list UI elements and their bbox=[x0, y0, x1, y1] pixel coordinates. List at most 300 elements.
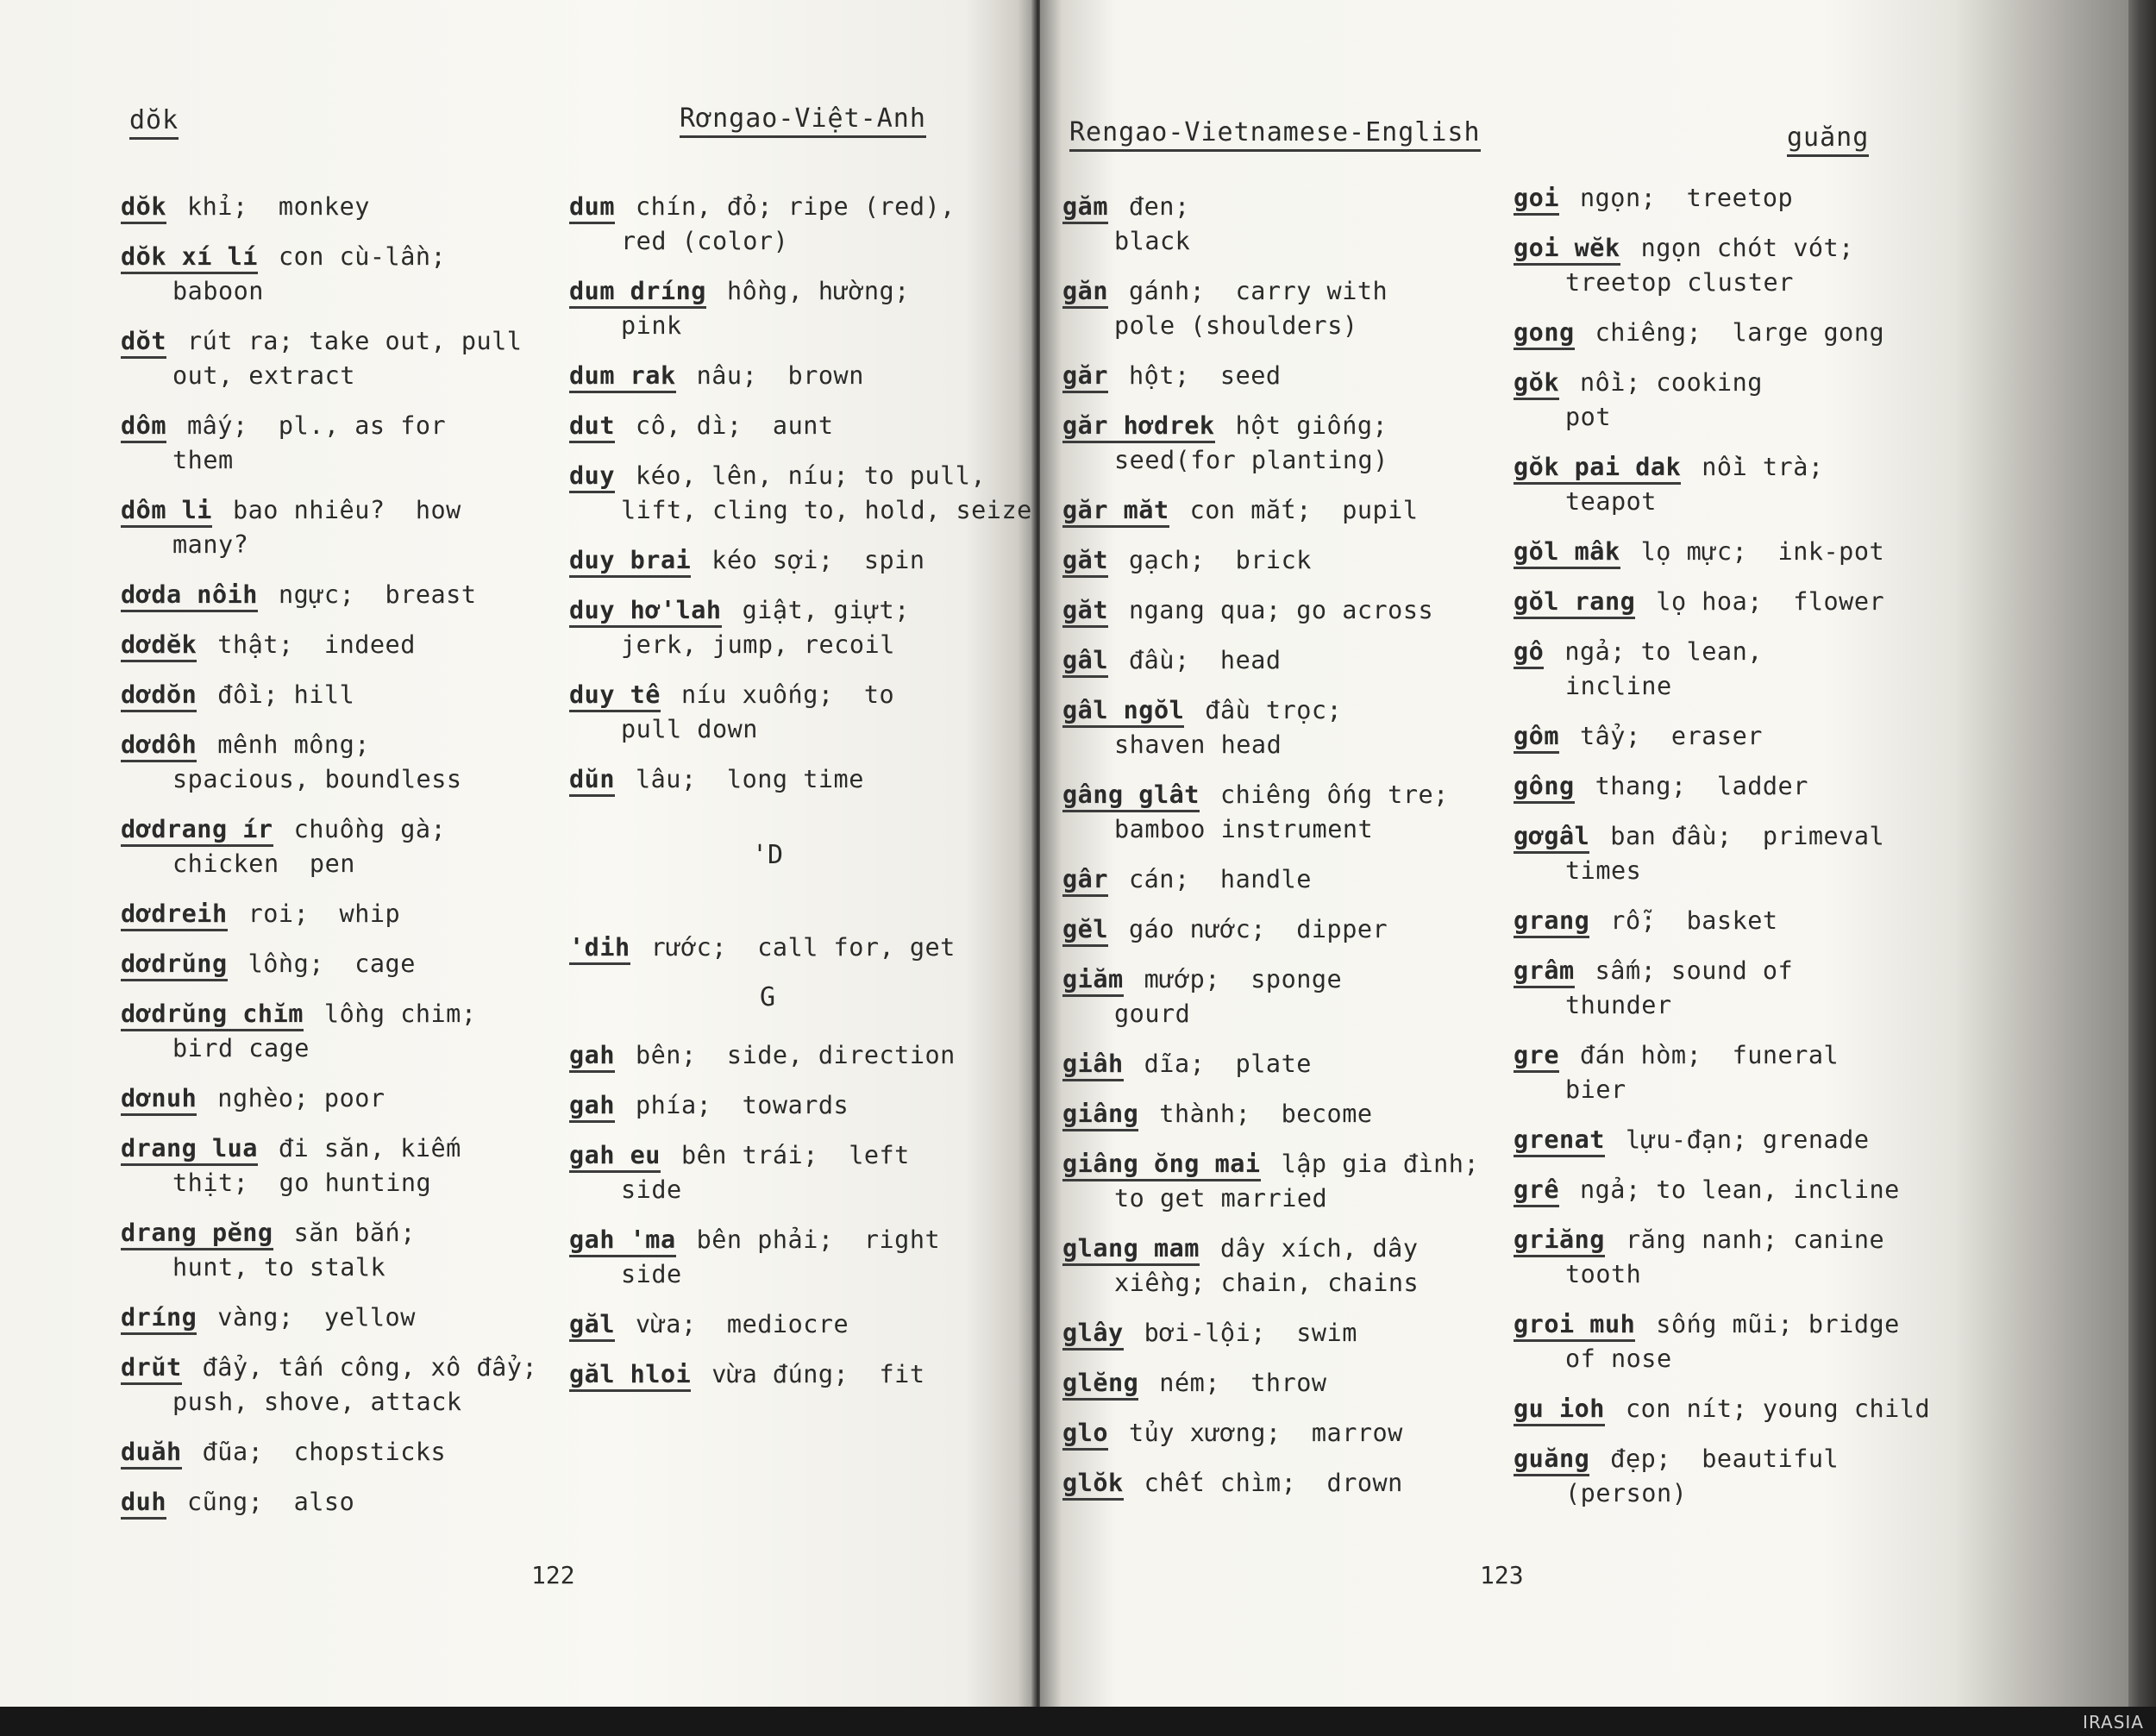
entry-headword: găr bbox=[1062, 361, 1108, 393]
entry-definition-continued: side bbox=[621, 1175, 682, 1204]
entry-definition: nồi trà; bbox=[1702, 453, 1824, 481]
entry-definition-continued: times bbox=[1565, 856, 1642, 885]
entry-first-line bbox=[1514, 1223, 1962, 1257]
dictionary-entry bbox=[121, 409, 569, 478]
entry-first-line bbox=[569, 1223, 1018, 1257]
entry-definition: ngang qua; go across bbox=[1128, 596, 1434, 624]
entry-headword: dôm bbox=[121, 411, 166, 443]
dictionary-entry bbox=[121, 812, 569, 881]
entry-definition: chết chìm; drown bbox=[1144, 1469, 1403, 1497]
entry-definition-continued: lift, cling to, hold, seize bbox=[621, 496, 1032, 524]
entry-headword: grang bbox=[1514, 906, 1589, 938]
entry-headword: găt bbox=[1062, 546, 1108, 578]
entry-definition-continued: bier bbox=[1565, 1075, 1626, 1104]
dictionary-entry bbox=[1514, 635, 1962, 704]
entry-headword: gong bbox=[1514, 318, 1575, 350]
dictionary-entry bbox=[1514, 769, 1962, 804]
dictionary-entry bbox=[121, 1485, 569, 1520]
entry-first-line bbox=[1514, 585, 1962, 619]
dictionary-entry bbox=[569, 593, 1018, 662]
entry-definition: dây xích, dây bbox=[1219, 1234, 1419, 1263]
entry-first-line bbox=[1062, 593, 1511, 628]
entry-definition-continued: gourd bbox=[1114, 1000, 1191, 1028]
entry-headword: glây bbox=[1062, 1319, 1124, 1351]
entry-headword: dut bbox=[569, 411, 615, 443]
entry-headword: glŏk bbox=[1062, 1469, 1124, 1501]
entry-definition: gáo nước; dipper bbox=[1128, 915, 1388, 943]
entry-headword: găt bbox=[1062, 596, 1108, 628]
entry-first-line bbox=[121, 1435, 569, 1470]
dictionary-entry bbox=[121, 324, 569, 393]
entry-first-line bbox=[1514, 769, 1962, 804]
dictionary-entry bbox=[1062, 1147, 1511, 1216]
entry-first-line bbox=[1514, 635, 1962, 669]
dictionary-entry bbox=[1062, 1316, 1511, 1351]
entry-first-line bbox=[121, 1216, 569, 1250]
dictionary-entry bbox=[121, 240, 569, 309]
dictionary-entry bbox=[121, 728, 569, 797]
entry-first-line bbox=[1062, 274, 1511, 309]
entry-definition: dĩa; plate bbox=[1144, 1050, 1312, 1078]
entry-headword: duh bbox=[121, 1488, 166, 1520]
dictionary-entry bbox=[121, 628, 569, 662]
entry-definition: nồi; cooking bbox=[1579, 368, 1763, 397]
entry-first-line bbox=[121, 493, 569, 528]
entry-headword: găl bbox=[569, 1310, 615, 1342]
entry-first-line bbox=[1514, 719, 1962, 754]
dictionary-entry bbox=[121, 947, 569, 981]
entry-definition-continued: chicken pen bbox=[172, 849, 355, 878]
entry-definition: đồi; hill bbox=[217, 680, 355, 709]
dictionary-entry bbox=[1514, 535, 1962, 569]
dictionary-entry bbox=[121, 493, 569, 562]
entry-definition: gánh; carry with bbox=[1128, 277, 1388, 305]
dictionary-entry bbox=[1062, 493, 1511, 528]
entry-definition: vừa; mediocre bbox=[635, 1310, 849, 1338]
dictionary-entry bbox=[1062, 1231, 1511, 1300]
entry-definition-continued: tooth bbox=[1565, 1260, 1642, 1288]
entry-first-line bbox=[121, 1300, 569, 1335]
entry-first-line bbox=[1062, 409, 1511, 443]
entry-definition: lồng chim; bbox=[323, 1000, 477, 1028]
dictionary-entry bbox=[569, 678, 1018, 747]
dictionary-entry bbox=[1062, 543, 1511, 578]
entry-definition-continued: spacious, boundless bbox=[172, 765, 462, 793]
entry-first-line bbox=[1514, 181, 1962, 216]
entry-definition: cũng; also bbox=[186, 1488, 355, 1516]
dictionary-entry bbox=[569, 762, 1018, 797]
entry-definition: tẩy; eraser bbox=[1579, 722, 1763, 750]
dictionary-entry bbox=[121, 1216, 569, 1285]
entry-definition: lọ hoa; flower bbox=[1656, 587, 1885, 616]
dictionary-entry bbox=[569, 459, 1032, 528]
dictionary-entry bbox=[1514, 719, 1962, 754]
entry-headword: dŭn bbox=[569, 765, 615, 797]
entry-definition: ngả; to lean, incline bbox=[1579, 1175, 1900, 1204]
scan-bottom-strip bbox=[0, 1707, 2156, 1736]
page-number-left: 122 bbox=[531, 1561, 575, 1589]
entry-first-line bbox=[1062, 693, 1511, 728]
entry-first-line bbox=[1514, 1038, 1962, 1073]
dictionary-entry bbox=[569, 1038, 1018, 1073]
entry-first-line bbox=[1514, 535, 1962, 569]
entry-definition-continued: to get married bbox=[1114, 1184, 1328, 1213]
entry-first-line bbox=[569, 359, 1018, 393]
entry-first-line bbox=[569, 274, 1018, 309]
entry-headword: duy brai bbox=[569, 546, 691, 578]
dictionary-entry bbox=[1062, 1366, 1511, 1401]
entry-headword: gŏl rang bbox=[1514, 587, 1635, 619]
entry-definition-continued: treetop cluster bbox=[1565, 268, 1794, 297]
entry-definition: kéo, lên, níu; to pull, bbox=[635, 461, 987, 490]
entry-first-line bbox=[121, 240, 569, 274]
entry-definition: săn bắn; bbox=[293, 1219, 416, 1247]
dictionary-entry bbox=[1062, 1047, 1511, 1081]
dictionary-entry bbox=[1514, 1307, 1962, 1376]
entry-headword: găr măt bbox=[1062, 496, 1169, 528]
entry-headword: dơdreih bbox=[121, 899, 228, 931]
entry-definition: hột; seed bbox=[1128, 361, 1282, 390]
entry-first-line bbox=[1062, 1147, 1511, 1181]
entry-first-line bbox=[1062, 912, 1511, 947]
entry-first-line bbox=[1514, 450, 1962, 485]
entry-headword: gŏl mâk bbox=[1514, 537, 1620, 569]
entry-definition-continued: side bbox=[621, 1260, 682, 1288]
entry-headword: gu ioh bbox=[1514, 1394, 1605, 1426]
entry-first-line bbox=[121, 1131, 569, 1166]
entry-first-line bbox=[1514, 1123, 1962, 1157]
entry-first-line bbox=[121, 1081, 569, 1116]
entry-headword: găr hơdrek bbox=[1062, 411, 1215, 443]
entry-first-line bbox=[1514, 819, 1962, 854]
entry-headword: dŏk xí lí bbox=[121, 242, 258, 274]
entry-first-line bbox=[569, 1307, 1018, 1342]
entry-headword: duăh bbox=[121, 1438, 182, 1470]
dictionary-entry bbox=[1514, 1442, 1962, 1511]
dictionary-entry bbox=[569, 409, 1018, 443]
entry-definition: nâu; brown bbox=[696, 361, 864, 390]
entry-definition-continued: pink bbox=[621, 311, 682, 340]
right-column-1 bbox=[1062, 190, 1511, 1516]
entry-first-line bbox=[121, 1485, 569, 1520]
dictionary-entry bbox=[1514, 585, 1962, 619]
entry-definition-continued: thịt; go hunting bbox=[172, 1169, 432, 1197]
entry-first-line bbox=[1062, 190, 1511, 224]
entry-definition: chuồng gà; bbox=[293, 815, 447, 843]
entry-headword: dơdôh bbox=[121, 730, 197, 762]
dictionary-entry bbox=[1514, 366, 1962, 435]
entry-headword: gô bbox=[1514, 637, 1544, 669]
entry-headword: grenat bbox=[1514, 1125, 1605, 1157]
entry-headword: drang lua bbox=[121, 1134, 258, 1166]
entry-definition: bên; side, direction bbox=[635, 1041, 956, 1069]
entry-first-line bbox=[121, 578, 569, 612]
entry-first-line bbox=[1514, 1307, 1962, 1342]
entry-definition: rút ra; take out, pull bbox=[186, 327, 523, 355]
right-guide-word: guăng bbox=[1787, 122, 1869, 153]
entry-first-line bbox=[1062, 778, 1511, 812]
entry-definition: rước; call for, get bbox=[650, 933, 956, 962]
entry-definition: đẹp; beautiful bbox=[1610, 1445, 1839, 1473]
dictionary-entry bbox=[1062, 693, 1511, 762]
entry-definition-continued: baboon bbox=[172, 277, 264, 305]
entry-headword: dŏt bbox=[121, 327, 166, 359]
entry-headword: dơdrŭng bbox=[121, 949, 228, 981]
entry-first-line bbox=[1062, 1231, 1511, 1266]
entry-definition-continued: (person) bbox=[1565, 1479, 1688, 1507]
entry-definition-continued: of nose bbox=[1565, 1344, 1672, 1373]
entry-headword: găm bbox=[1062, 192, 1108, 224]
entry-definition-continued: pot bbox=[1565, 403, 1611, 431]
entry-definition: ngực; breast bbox=[278, 580, 477, 609]
dictionary-entry bbox=[121, 1435, 569, 1470]
dictionary-entry bbox=[569, 274, 1018, 343]
dictionary-entry bbox=[1062, 912, 1511, 947]
entry-definition: đán hòm; funeral bbox=[1579, 1041, 1839, 1069]
entry-headword: drang pĕng bbox=[121, 1219, 273, 1250]
entry-first-line bbox=[121, 324, 569, 359]
entry-definition: bao nhiêu? how bbox=[232, 496, 461, 524]
entry-first-line bbox=[569, 1088, 1018, 1123]
entry-definition-continued: shaven head bbox=[1114, 730, 1282, 759]
entry-first-line bbox=[1062, 962, 1511, 997]
entry-definition: bơi-lội; swim bbox=[1144, 1319, 1357, 1347]
entry-definition: roi; whip bbox=[248, 899, 401, 928]
entry-definition: ban đầu; primeval bbox=[1610, 822, 1885, 850]
right-page-edge bbox=[2128, 0, 2156, 1707]
entry-definition-continued: seed(for planting) bbox=[1114, 446, 1388, 474]
dictionary-entry bbox=[1062, 962, 1511, 1031]
entry-definition-continued: bird cage bbox=[172, 1034, 310, 1062]
entry-headword: gâl ngŏl bbox=[1062, 696, 1184, 728]
entry-definition: cán; handle bbox=[1128, 865, 1312, 893]
dictionary-entry bbox=[121, 578, 569, 612]
section-letter-g: G bbox=[759, 982, 776, 1012]
entry-definition: giật, giựt; bbox=[742, 596, 910, 624]
entry-definition: đũa; chopsticks bbox=[202, 1438, 447, 1466]
dictionary-entry bbox=[569, 1088, 1018, 1123]
entry-first-line bbox=[121, 628, 569, 662]
dictionary-entry bbox=[1062, 778, 1511, 847]
entry-headword: grê bbox=[1514, 1175, 1559, 1207]
dictionary-entry bbox=[569, 190, 1018, 259]
entry-definition: đầu trọc; bbox=[1205, 696, 1343, 724]
dictionary-entry bbox=[1062, 1466, 1511, 1501]
entry-headword: gâr bbox=[1062, 865, 1108, 897]
left-guide-word: dŏk bbox=[129, 105, 179, 135]
dictionary-entry bbox=[121, 678, 569, 712]
entry-first-line bbox=[121, 1351, 569, 1385]
entry-headword: gre bbox=[1514, 1041, 1559, 1073]
entry-first-line bbox=[1062, 543, 1511, 578]
entry-definition: mấy; pl., as for bbox=[186, 411, 447, 440]
entry-first-line bbox=[1062, 1316, 1511, 1351]
dictionary-entry bbox=[1514, 231, 1962, 300]
dictionary-entry bbox=[1514, 819, 1962, 888]
entry-definition: hột giống; bbox=[1235, 411, 1388, 440]
entry-headword: dơdĕk bbox=[121, 630, 197, 662]
entry-first-line bbox=[121, 897, 569, 931]
dictionary-entry bbox=[1062, 643, 1511, 678]
entry-first-line bbox=[1062, 1366, 1511, 1401]
dictionary-entry bbox=[569, 1223, 1018, 1292]
entry-definition: ngả; to lean, bbox=[1564, 637, 1763, 666]
entry-first-line bbox=[121, 678, 569, 712]
entry-first-line bbox=[569, 190, 1018, 224]
entry-definition: rỗ; basket bbox=[1610, 906, 1778, 935]
entry-headword: gah bbox=[569, 1041, 615, 1073]
entry-headword: guăng bbox=[1514, 1445, 1589, 1476]
entry-headword: gah eu bbox=[569, 1141, 661, 1173]
entry-headword: gĕl bbox=[1062, 915, 1108, 947]
entry-headword: dơnuh bbox=[121, 1084, 197, 1116]
entry-definition: cô, dì; aunt bbox=[635, 411, 834, 440]
left-running-title: Rơngao-Việt-Anh bbox=[680, 103, 926, 134]
entry-definition-continued: hunt, to stalk bbox=[172, 1253, 386, 1282]
entry-headword: gôm bbox=[1514, 722, 1559, 754]
entry-definition: khỉ; monkey bbox=[186, 192, 370, 221]
entry-definition: con cù-lần; bbox=[278, 242, 447, 271]
entry-headword: dơdŏn bbox=[121, 680, 197, 712]
entry-first-line bbox=[1062, 1416, 1511, 1451]
entry-headword: glang mam bbox=[1062, 1234, 1200, 1266]
entry-headword: duy tê bbox=[569, 680, 661, 712]
page-number-right: 123 bbox=[1480, 1561, 1524, 1589]
entry-first-line bbox=[1514, 1442, 1962, 1476]
entry-definition: đen; bbox=[1128, 192, 1190, 221]
dictionary-entry bbox=[1514, 450, 1962, 519]
dictionary-entry bbox=[1514, 1038, 1962, 1107]
dictionary-entry bbox=[1514, 1392, 1962, 1426]
entry-first-line bbox=[1514, 231, 1962, 266]
entry-definition-continued: many? bbox=[172, 530, 249, 559]
entry-headword: duy bbox=[569, 461, 615, 493]
entry-headword: dơdrang ír bbox=[121, 815, 273, 847]
entry-definition: lập gia đình; bbox=[1281, 1150, 1480, 1178]
entry-headword: glĕng bbox=[1062, 1369, 1138, 1401]
entry-first-line bbox=[1062, 862, 1511, 897]
dictionary-entry bbox=[1062, 274, 1511, 343]
entry-definition-continued: pole (shoulders) bbox=[1114, 311, 1358, 340]
dictionary-entry bbox=[121, 1351, 569, 1420]
entry-first-line bbox=[1514, 366, 1962, 400]
entry-headword: glo bbox=[1062, 1419, 1108, 1451]
left-column-1 bbox=[121, 190, 569, 1535]
dictionary-entry bbox=[121, 1300, 569, 1335]
entry-headword: gah 'ma bbox=[569, 1225, 676, 1257]
dictionary-entry bbox=[1514, 1173, 1962, 1207]
dictionary-entry bbox=[1062, 593, 1511, 628]
entry-definition: răng nanh; canine bbox=[1625, 1225, 1885, 1254]
entry-first-line bbox=[1062, 1047, 1511, 1081]
entry-definition-continued: bamboo instrument bbox=[1114, 815, 1374, 843]
entry-first-line bbox=[569, 678, 1018, 712]
dictionary-entry bbox=[1514, 1123, 1962, 1157]
entry-headword: dríng bbox=[121, 1303, 197, 1335]
entry-definition: chín, đỏ; ripe (red), bbox=[635, 192, 956, 221]
entry-definition-continued: pull down bbox=[621, 715, 758, 743]
entry-definition: gạch; brick bbox=[1128, 546, 1312, 574]
dictionary-entry bbox=[121, 1131, 569, 1200]
entry-definition: con mắt; pupil bbox=[1189, 496, 1419, 524]
entry-definition: kéo sợi; spin bbox=[711, 546, 925, 574]
entry-headword: gâl bbox=[1062, 646, 1108, 678]
entry-headword: dơdrŭng chĭm bbox=[121, 1000, 304, 1031]
entry-definition: hồng, hường; bbox=[726, 277, 910, 305]
entry-headword: gah bbox=[569, 1091, 615, 1123]
entry-first-line bbox=[1514, 904, 1962, 938]
entry-definition-continued: them bbox=[172, 446, 234, 474]
entry-definition: phía; towards bbox=[635, 1091, 849, 1119]
entry-first-line bbox=[569, 1138, 1018, 1173]
entry-definition: bên trái; left bbox=[680, 1141, 910, 1169]
entry-headword: 'dih bbox=[569, 933, 630, 965]
entry-headword: giâng ŏng mai bbox=[1062, 1150, 1261, 1181]
entry-definition: lâu; long time bbox=[635, 765, 864, 793]
entry-headword: grâm bbox=[1514, 956, 1575, 988]
dictionary-entry bbox=[1514, 1223, 1962, 1292]
dictionary-entry bbox=[1514, 316, 1962, 350]
right-column-2 bbox=[1514, 181, 1962, 1526]
entry-headword: drŭt bbox=[121, 1353, 182, 1385]
entry-headword: găl hloi bbox=[569, 1360, 691, 1392]
entry-first-line bbox=[121, 947, 569, 981]
entry-definition: níu xuống; to bbox=[680, 680, 895, 709]
dictionary-entry bbox=[1062, 409, 1511, 478]
entry-headword: gông bbox=[1514, 772, 1575, 804]
entry-definition: tủy xương; marrow bbox=[1128, 1419, 1403, 1447]
entry-first-line bbox=[569, 543, 1018, 578]
entry-first-line bbox=[1514, 954, 1962, 988]
entry-headword: gŏk bbox=[1514, 368, 1559, 400]
entry-headword: griăng bbox=[1514, 1225, 1605, 1257]
entry-first-line bbox=[569, 459, 1018, 493]
entry-first-line bbox=[121, 190, 569, 224]
entry-first-line bbox=[1062, 493, 1511, 528]
entry-definition: lựu-đạn; grenade bbox=[1625, 1125, 1870, 1154]
dictionary-entry bbox=[1514, 181, 1962, 216]
dictionary-entry bbox=[1062, 862, 1511, 897]
entry-headword: dơda nôih bbox=[121, 580, 258, 612]
entry-first-line bbox=[1514, 1173, 1962, 1207]
entry-definition: mênh mông; bbox=[217, 730, 370, 759]
dictionary-entry bbox=[569, 931, 1018, 965]
entry-first-line bbox=[569, 1038, 1018, 1073]
entry-first-line bbox=[569, 593, 1018, 628]
credit-watermark: IRASIA bbox=[2083, 1712, 2144, 1733]
entry-definition: ngọn; treetop bbox=[1579, 184, 1794, 212]
entry-first-line bbox=[569, 1357, 1018, 1392]
entry-headword: giâng bbox=[1062, 1100, 1138, 1131]
dictionary-entry bbox=[1062, 1097, 1511, 1131]
entry-definition: thang; ladder bbox=[1595, 772, 1808, 800]
entry-headword: dum dríng bbox=[569, 277, 706, 309]
entry-first-line bbox=[121, 997, 569, 1031]
entry-headword: dôm li bbox=[121, 496, 212, 528]
entry-definition: lọ mực; ink-pot bbox=[1640, 537, 1885, 566]
entry-headword: groi muh bbox=[1514, 1310, 1635, 1342]
entry-definition: nghèo; poor bbox=[217, 1084, 385, 1112]
entry-headword: goi wĕk bbox=[1514, 234, 1620, 266]
entry-definition: chiêng; large gong bbox=[1595, 318, 1885, 347]
entry-first-line bbox=[121, 409, 569, 443]
entry-definition: ngọn chót vót; bbox=[1640, 234, 1854, 262]
entry-definition: mướp; sponge bbox=[1144, 965, 1343, 993]
entry-headword: gâng glât bbox=[1062, 780, 1200, 812]
entry-headword: goi bbox=[1514, 184, 1559, 216]
entry-definition-continued: push, shove, attack bbox=[172, 1388, 462, 1416]
entry-headword: gơgâl bbox=[1514, 822, 1589, 854]
